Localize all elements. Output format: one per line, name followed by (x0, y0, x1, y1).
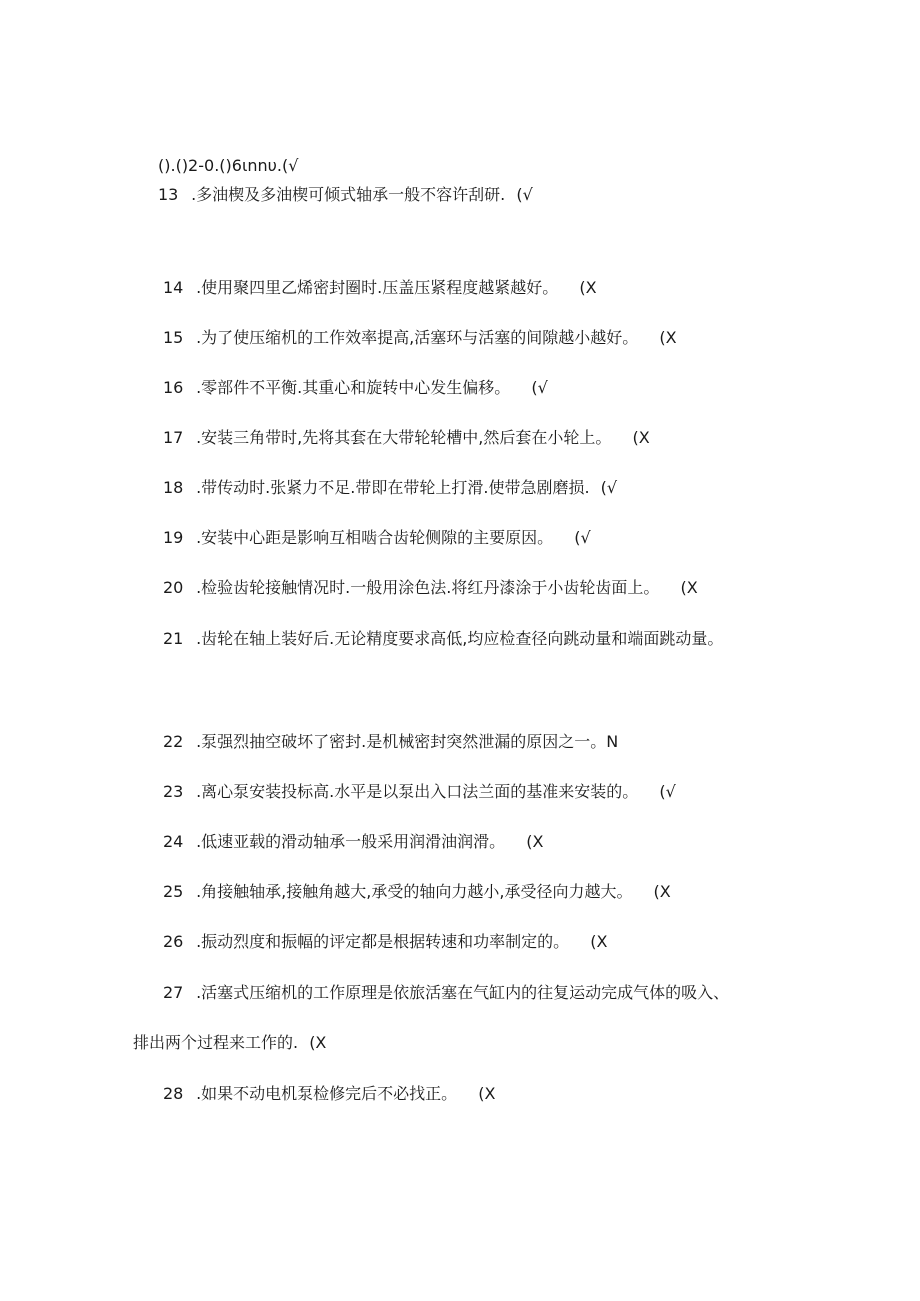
question-item-16 (163, 378, 548, 398)
question-item-19 (163, 528, 591, 548)
question-number: 21 (163, 629, 184, 648)
question-number: 28 (163, 1084, 184, 1103)
question-text: 排出两个过程来工作的. (133, 1033, 299, 1052)
answer-mark: (√ (600, 478, 618, 497)
answer-mark: (X (590, 932, 608, 951)
question-number: 15 (163, 328, 184, 347)
question-item-27 (163, 983, 729, 1003)
question-text: .安装三角带时,先将其套在大带轮轮槽中,然后套在小轮上。 (196, 428, 612, 447)
question-item-21 (163, 629, 723, 649)
question-text: .检验齿轮接触情况时.一般用涂色法.将红丹漆涂于小齿轮齿面上。 (196, 578, 660, 597)
question-text: .振动烈度和振幅的评定都是根据转速和功率制定的。 (196, 932, 570, 951)
question-item-14 (163, 278, 597, 298)
question-text: .离心泵安装投标高.水平是以泵出入口法兰面的基准来安装的。 (196, 782, 639, 801)
question-text: .齿轮在轴上装好后.无论精度要求高低,均应检查径向跳动量和端面跳动量。 (196, 629, 724, 648)
question-number: 23 (163, 782, 184, 801)
question-item-23 (163, 782, 676, 802)
question-number: 14 (163, 278, 184, 297)
question-number: 22 (163, 732, 184, 751)
question-item-27-continuation (133, 1033, 326, 1053)
question-text: .多油楔及多油楔可倾式轴承一般不容许刮研. (191, 185, 506, 204)
question-text: .安装中心距是影响互相啮合齿轮侧隙的主要原因。 (196, 528, 554, 547)
top-line (158, 156, 298, 176)
answer-mark: (X (653, 882, 671, 901)
question-text: .为了使压缩机的工作效率提高,活塞环与活塞的间隙越小越好。 (196, 328, 639, 347)
question-item-15 (163, 328, 677, 348)
question-number: 18 (163, 478, 184, 497)
answer-mark: (X (309, 1033, 327, 1052)
question-number: 25 (163, 882, 184, 901)
question-number: 19 (163, 528, 184, 547)
question-number: 27 (163, 983, 184, 1002)
question-number: 16 (163, 378, 184, 397)
answer-mark: (√ (531, 378, 548, 397)
answer-mark: (X (478, 1084, 496, 1103)
question-item-28 (163, 1084, 495, 1104)
question-text: .角接触轴承,接触角越大,承受的轴向力越小,承受径向力越大。 (196, 882, 633, 901)
question-number: 24 (163, 832, 184, 851)
question-item-24 (163, 832, 543, 852)
question-text: .使用聚四里乙烯密封圈时.压盖压紧程度越紧越好。 (196, 278, 559, 297)
answer-mark: (√ (659, 782, 676, 801)
question-item-26 (163, 932, 607, 952)
question-item-20 (163, 578, 698, 598)
question-item-17 (163, 428, 650, 448)
question-text: .低速亚载的滑动轴承一般采用润滑油润滑。 (196, 832, 506, 851)
question-number: 26 (163, 932, 184, 951)
question-text: .活塞式压缩机的工作原理是依旅活塞在气缸内的往复运动完成气体的吸入、 (196, 983, 730, 1002)
answer-mark: (X (659, 328, 677, 347)
answer-mark: (√ (574, 528, 591, 547)
question-text: .泵强烈抽空破坏了密封.是机械密封突然泄漏的原因之一。N (196, 732, 619, 751)
question-item-18 (163, 478, 617, 498)
question-number: 17 (163, 428, 184, 447)
question-item-25 (163, 882, 671, 902)
answer-mark: (X (579, 278, 597, 297)
answer-mark: (X (526, 832, 544, 851)
question-text: .如果不动电机泵检修完后不必找正。 (196, 1084, 458, 1103)
question-text: .零部件不平衡.其重心和旋转中心发生偏移。 (196, 378, 511, 397)
question-number: 13 (158, 185, 179, 204)
question-item-22 (163, 732, 618, 752)
top-line-text: ().()2-0.()6ιnnυ.(√ (158, 156, 299, 175)
question-number: 20 (163, 578, 184, 597)
question-item-13 (158, 185, 533, 205)
answer-mark: (√ (516, 185, 533, 204)
answer-mark: (X (632, 428, 650, 447)
question-text: .带传动时.张紧力不足.带即在带轮上打滑.使带急剧磨损. (196, 478, 590, 497)
answer-mark: (X (680, 578, 698, 597)
